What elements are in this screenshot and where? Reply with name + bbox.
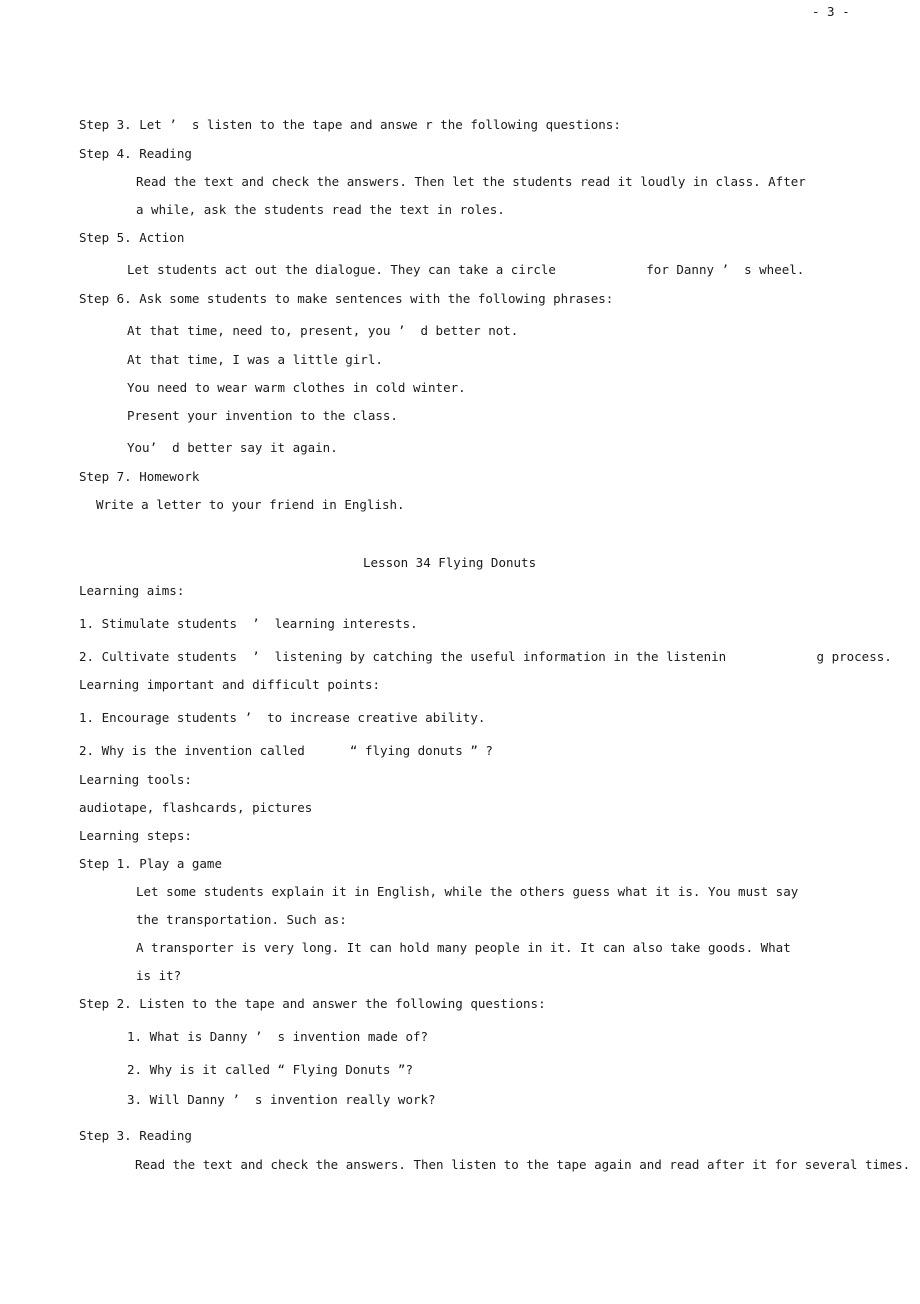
document-line: Let some students explain it in English, while the others guess what it is. You must say bbox=[136, 884, 799, 899]
document-line: Step 2. Listen to the tape and answer the following questions: bbox=[79, 996, 546, 1011]
document-line: Learning important and difficult points: bbox=[79, 677, 381, 692]
document-line: Step 6. Ask some students to make sentences with the following phrases: bbox=[79, 291, 614, 306]
document-line: Read the text and check the answers. Then listen to the tape again and read after it for several times. bbox=[135, 1157, 911, 1172]
document-line: At that time, I was a little girl. bbox=[127, 352, 383, 367]
document-line: 1. Encourage students ’ to increase creative ability. bbox=[79, 710, 486, 725]
document-line: 1. What is Danny ’ s invention made of? bbox=[127, 1029, 429, 1044]
document-line: At that time, need to, present, you ’ d better not. bbox=[127, 323, 519, 338]
document-line: Step 4. Reading bbox=[79, 146, 192, 161]
document-line: Learning tools: bbox=[79, 772, 192, 787]
document-line: 2. Why is the invention called “ flying donuts ” ? bbox=[79, 743, 493, 758]
document-line: Read the text and check the answers. Then let the students read it loudly in class. After bbox=[136, 174, 806, 189]
document-line: Write a letter to your friend in English. bbox=[96, 497, 405, 512]
document-line: Step 5. Action bbox=[79, 230, 185, 245]
document-line: You need to wear warm clothes in cold winter. bbox=[127, 380, 466, 395]
lesson-title: Lesson 34 Flying Donuts bbox=[363, 555, 537, 570]
document-line: Step 3. Reading bbox=[79, 1128, 192, 1143]
document-line: A transporter is very long. It can hold many people in it. It can also take goods. What bbox=[136, 940, 791, 955]
document-line: the transportation. Such as: bbox=[136, 912, 347, 927]
document-line: Let students act out the dialogue. They can take a circle for Danny ’ s wheel. bbox=[127, 262, 805, 277]
document-line: 1. Stimulate students ’ learning interests. bbox=[79, 616, 418, 631]
document-line: Learning steps: bbox=[79, 828, 192, 843]
document-line: Learning aims: bbox=[79, 583, 185, 598]
document-line: 2. Why is it called “ Flying Donuts ”? bbox=[127, 1062, 413, 1077]
document-line: Present your invention to the class. bbox=[127, 408, 398, 423]
document-line: audiotape, flashcards, pictures bbox=[79, 800, 313, 815]
document-line: 3. Will Danny ’ s invention really work? bbox=[127, 1092, 436, 1107]
document-line: You’ d better say it again. bbox=[127, 440, 338, 455]
document-line: Step 3. Let ’ s listen to the tape and answe r the following questions: bbox=[79, 117, 621, 132]
document-line: 2. Cultivate students ’ listening by catching the useful information in the listenin g process. bbox=[79, 649, 892, 664]
page-number: - 3 - bbox=[812, 4, 850, 19]
document-line: is it? bbox=[136, 968, 182, 983]
document-line: a while, ask the students read the text in roles. bbox=[136, 202, 505, 217]
document-line: Step 1. Play a game bbox=[79, 856, 222, 871]
document-line: Step 7. Homework bbox=[79, 469, 200, 484]
